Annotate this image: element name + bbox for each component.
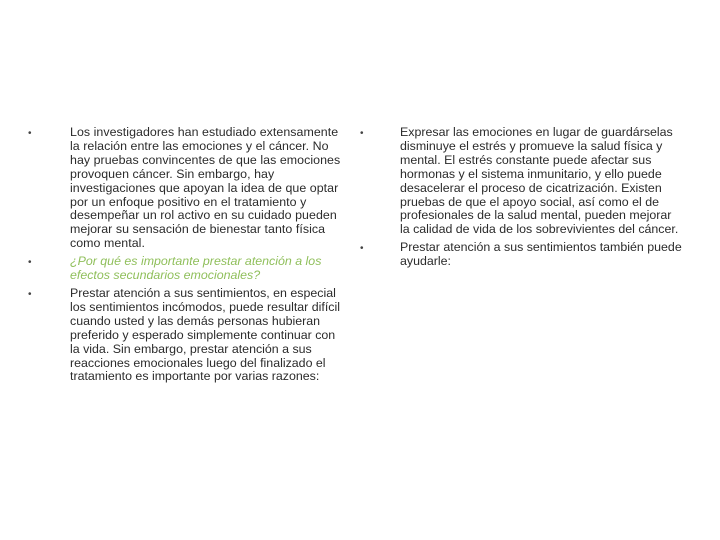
bullet-icon: • (360, 128, 364, 139)
bullet-item-question (28, 255, 346, 283)
bullet-text: Expresar las emociones en lugar de guardárselas disminuye el estrés y promueve la salud física y mental. El estrés constante puede afectar sus hormonas y el sistema inmunitario, y ello puede desacelerar el proceso de cicatrización. Existen pruebas de que el apoyo social, así como el de profesionales de la salud mental, pueden mejorar la calidad de vida de los sobrevivientes del cáncer. (400, 125, 679, 237)
highlighted-question: ¿Por qué es importante prestar atención a los efectos secundarios emocionales? (70, 254, 322, 283)
bullet-item-research (28, 126, 346, 251)
right-bullet-list (360, 126, 682, 273)
bullet-text: Prestar atención a sus sentimientos también puede ayudarle: (400, 240, 682, 269)
bullet-icon: • (360, 243, 364, 255)
left-bullet-list (28, 126, 346, 388)
bullet-icon: • (28, 128, 32, 139)
bullet-text: Los investigadores han estudiado extensamente la relación entre las emociones y el cáncer. No hay pruebas convincentes de que las emociones provoquen cáncer. Sin embargo, hay investigaciones que apoyan la idea de que optar por un enfoque positivo en el tratamiento y desempeñar un rol activo en su cuidado pueden mejorar su sensación de bienestar tanto física como mental. (70, 125, 341, 251)
bullet-icon: • (28, 257, 32, 269)
bullet-icon: • (28, 288, 32, 300)
bullet-text: Prestar atención a sus sentimientos, en especial los sentimientos incómodos, puede resultar difícil cuando usted y las demás personas hubieran preferido y esperado simplemente continuar con la vida. Sin embargo, prestar atención a sus reacciones emocionales luego del finalizado el tratamiento es importante por varias razones: (70, 285, 340, 384)
bullet-item-helps (360, 241, 682, 269)
bullet-item-attention (28, 287, 346, 384)
bullet-item-express-emotions (360, 126, 682, 237)
